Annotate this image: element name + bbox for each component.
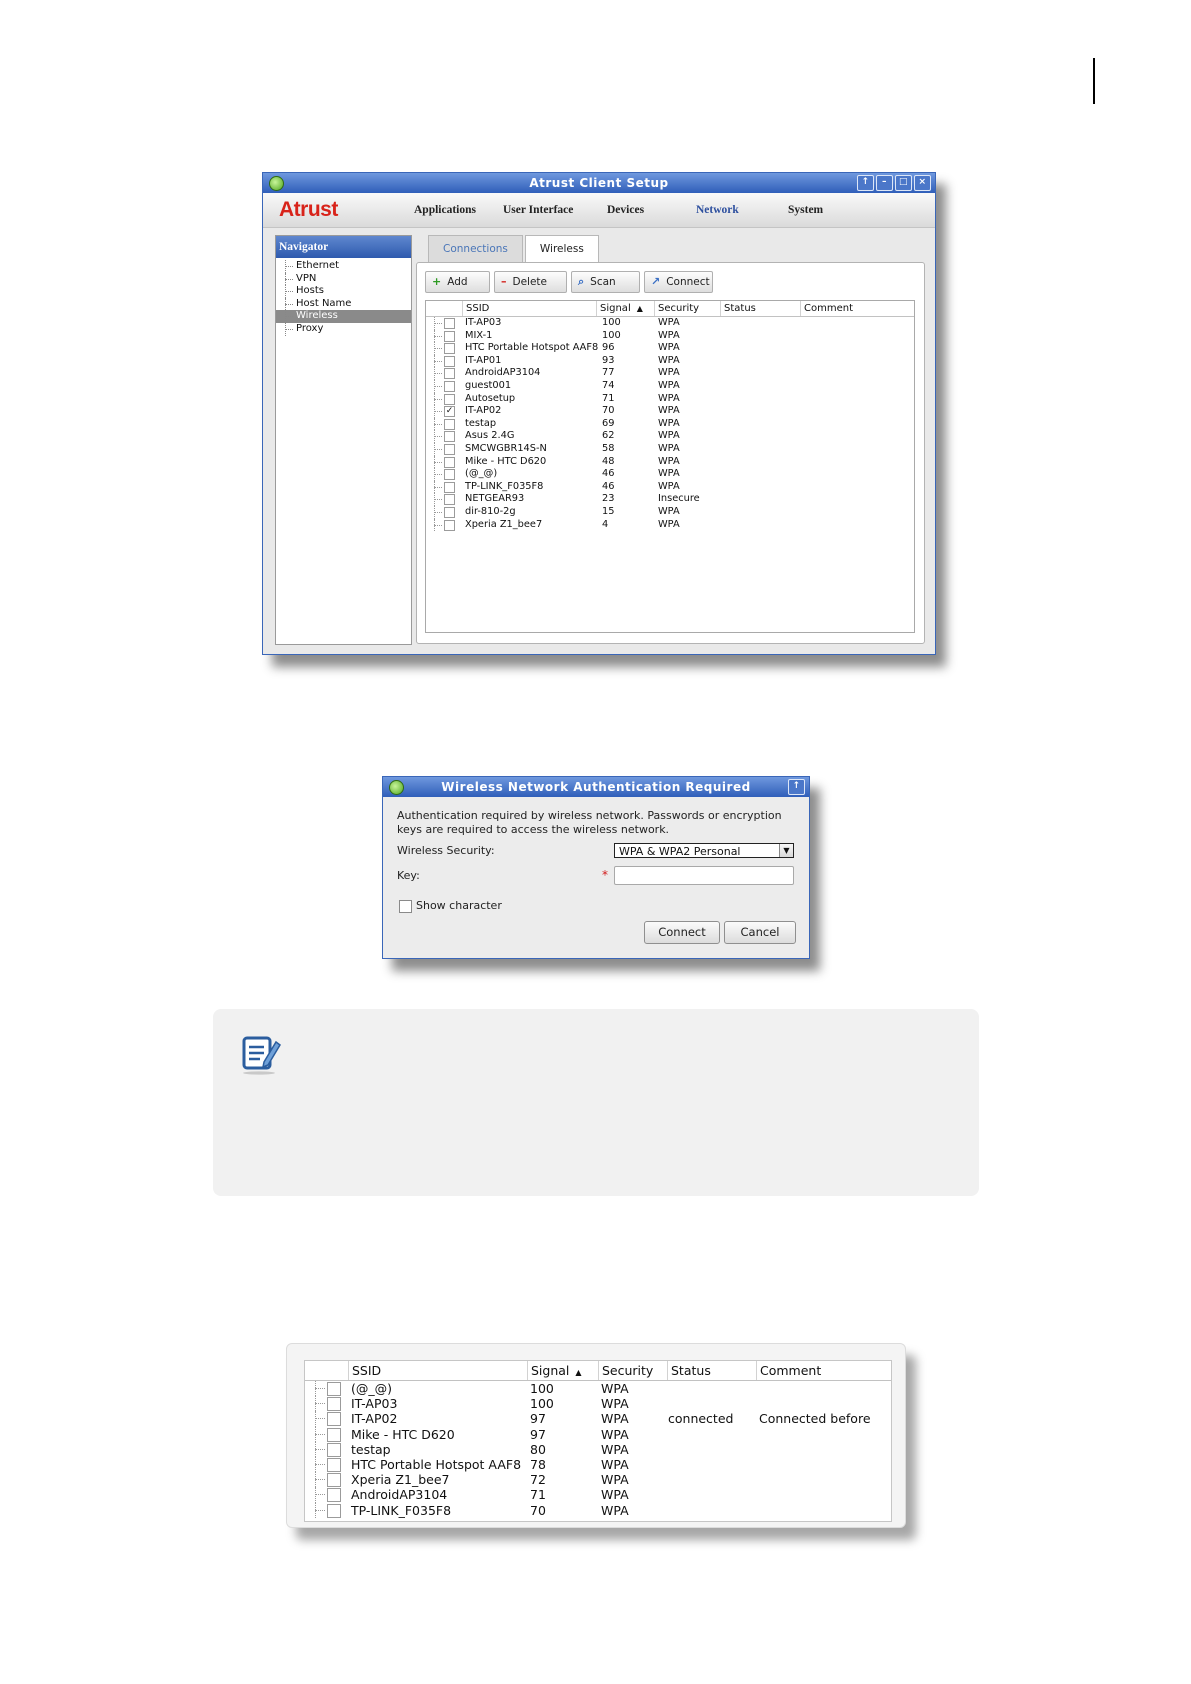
- cell-security: WPA: [601, 1456, 629, 1472]
- cell-ssid: NETGEAR93: [465, 493, 525, 505]
- column-status-2[interactable]: Status: [667, 1361, 756, 1380]
- cell-security: Insecure: [658, 493, 700, 505]
- chevron-down-icon: ▼: [779, 844, 793, 857]
- menu-applications[interactable]: Applications: [414, 204, 476, 216]
- cell-signal: 96: [602, 342, 615, 354]
- table-body: [426, 317, 914, 531]
- row-checkbox[interactable]: [327, 1397, 341, 1411]
- column-signal-2[interactable]: [527, 1361, 598, 1380]
- table-header: [426, 301, 914, 317]
- row-checkbox[interactable]: [444, 356, 455, 367]
- key-label: Key:: [397, 869, 420, 882]
- tree-connector: [315, 1388, 325, 1389]
- cell-signal: 93: [602, 354, 615, 366]
- wireless-auth-dialog: [382, 776, 810, 959]
- row-checkbox[interactable]: [444, 507, 455, 518]
- tree-connector: [434, 525, 442, 526]
- row-checkbox[interactable]: [444, 394, 455, 405]
- tree-connector: [434, 487, 442, 488]
- row-checkbox[interactable]: [327, 1504, 341, 1518]
- table-row[interactable]: [426, 405, 914, 418]
- nav-item-proxy[interactable]: Proxy: [276, 323, 411, 336]
- connect-label: Connect: [666, 276, 710, 288]
- nav-item-host-name[interactable]: Host Name: [276, 298, 411, 311]
- table-row[interactable]: [426, 456, 914, 469]
- cell-ssid: TP-LINK_F035F8: [465, 480, 544, 492]
- window-titlebar[interactable]: [263, 173, 935, 193]
- column-comment-2[interactable]: Comment: [756, 1361, 891, 1380]
- cell-security: WPA: [658, 354, 680, 366]
- wireless-toolbar: [425, 271, 713, 293]
- row-checkbox[interactable]: [327, 1488, 341, 1502]
- table-row[interactable]: [426, 380, 914, 393]
- dialog-cancel-button[interactable]: Cancel: [724, 921, 796, 944]
- cell-ssid: testap: [465, 417, 497, 429]
- row-checkbox[interactable]: [444, 368, 455, 379]
- note-pencil-icon: [239, 1032, 283, 1076]
- cell-ssid: guest001: [465, 379, 512, 391]
- menu-network[interactable]: Network: [696, 204, 739, 216]
- page-margin-rule: [1093, 58, 1095, 104]
- window-close-button[interactable]: ×: [914, 175, 931, 191]
- minus-icon: –: [501, 275, 507, 288]
- atrust-client-setup-window: [262, 172, 936, 655]
- tree-connector: [434, 449, 442, 450]
- cell-ssid: Autosetup: [465, 392, 516, 404]
- cell-security: WPA: [658, 455, 680, 467]
- cell-signal: 77: [602, 367, 615, 379]
- wireless-security-label: Wireless Security:: [397, 844, 495, 857]
- row-checkbox[interactable]: [327, 1428, 341, 1442]
- tree-connector: [434, 361, 442, 362]
- table-row[interactable]: [305, 1427, 891, 1442]
- column-signal-2-label: Signal: [531, 1363, 570, 1378]
- cell-signal: 78: [530, 1456, 546, 1472]
- cell-signal: 97: [530, 1426, 546, 1442]
- row-checkbox[interactable]: [327, 1473, 341, 1487]
- nav-item-wireless[interactable]: Wireless: [276, 310, 411, 323]
- row-checkbox[interactable]: [444, 381, 455, 392]
- wireless-security-select[interactable]: [614, 843, 794, 858]
- row-checkbox[interactable]: [444, 457, 455, 468]
- brand-logo: Atrust: [279, 198, 338, 221]
- row-checkbox[interactable]: [444, 431, 455, 442]
- row-checkbox[interactable]: [444, 318, 455, 329]
- cell-signal: 74: [602, 379, 615, 391]
- table-row[interactable]: [426, 519, 914, 532]
- tree-connector: [434, 399, 442, 400]
- cell-security: WPA: [658, 342, 680, 354]
- auth-message: [397, 809, 797, 836]
- add-label: Add: [447, 276, 468, 288]
- cell-security: WPA: [601, 1411, 629, 1427]
- delete-button[interactable]: [494, 271, 567, 293]
- dialog-title: Wireless Network Authentication Required: [441, 780, 751, 794]
- tree-connector: [434, 512, 442, 513]
- cell-ssid: Mike - HTC D620: [351, 1426, 455, 1442]
- tree-connector: [315, 1510, 325, 1511]
- wireless-network-table: [425, 300, 915, 633]
- dialog-connect-button[interactable]: Connect: [644, 921, 720, 944]
- required-mark: *: [602, 868, 608, 882]
- column-ssid[interactable]: SSID: [462, 301, 596, 316]
- tree-connector: [434, 462, 442, 463]
- cell-security: WPA: [658, 379, 680, 391]
- cell-ssid: Mike - HTC D620: [465, 455, 547, 467]
- scan-label: Scan: [590, 276, 616, 288]
- row-checkbox[interactable]: [327, 1412, 341, 1426]
- table-row[interactable]: [426, 330, 914, 343]
- cell-signal: 46: [602, 480, 615, 492]
- cell-signal: 70: [602, 405, 615, 417]
- cell-ssid: AndroidAP3104: [465, 367, 541, 379]
- sort-ascending-icon: ▲: [636, 304, 643, 313]
- sort-ascending-icon: ▲: [575, 1368, 582, 1377]
- tab-connections[interactable]: Connections: [428, 235, 523, 262]
- cell-signal: 100: [602, 329, 621, 341]
- cell-signal: 100: [530, 1381, 554, 1396]
- cell-signal: 97: [530, 1411, 546, 1427]
- cell-signal: 70: [530, 1502, 546, 1518]
- menu-devices[interactable]: Devices: [607, 204, 645, 216]
- table-row[interactable]: [426, 342, 914, 355]
- cell-security: WPA: [658, 417, 680, 429]
- wireless-panel: [416, 235, 925, 643]
- table-row[interactable]: [305, 1396, 891, 1411]
- table-row[interactable]: [426, 443, 914, 456]
- menu-user-interface[interactable]: User Interface: [503, 204, 574, 216]
- cell-signal: 23: [602, 493, 615, 505]
- table-row[interactable]: [426, 506, 914, 519]
- cell-security: WPA: [601, 1396, 629, 1412]
- auth-message-line-1: Authentication required by wireless network. Passwords or encryption: [397, 809, 782, 822]
- scan-button[interactable]: [571, 271, 640, 293]
- cell-ssid: (@_@): [351, 1381, 393, 1396]
- key-input[interactable]: [614, 866, 794, 885]
- cell-signal: 58: [602, 442, 615, 454]
- note-box: [213, 1009, 979, 1196]
- cell-signal: 46: [602, 468, 615, 480]
- menu-bar: [263, 193, 935, 228]
- cell-ssid: dir-810-2g: [465, 505, 516, 517]
- cell-signal: 100: [602, 317, 621, 328]
- cell-signal: 4: [602, 518, 609, 530]
- connect-button[interactable]: [644, 271, 713, 293]
- tree-connector: [315, 1479, 325, 1480]
- table-row[interactable]: [305, 1487, 891, 1502]
- table-row[interactable]: [426, 418, 914, 431]
- cell-signal: 100: [530, 1396, 554, 1412]
- row-checkbox[interactable]: [444, 520, 455, 531]
- table-row[interactable]: [305, 1381, 891, 1396]
- column-signal-label: Signal: [600, 303, 631, 314]
- cell-signal: 48: [602, 455, 615, 467]
- cell-ssid: (@_@): [465, 468, 498, 480]
- tree-connector: [434, 336, 442, 337]
- cell-ssid: IT-AP03: [465, 317, 502, 328]
- row-checkbox[interactable]: [444, 419, 455, 430]
- add-button[interactable]: [425, 271, 490, 293]
- tree-connector: [434, 323, 442, 324]
- tab-wireless[interactable]: Wireless: [525, 235, 599, 262]
- navigator-panel: [275, 235, 412, 645]
- tree-connector: [434, 424, 442, 425]
- app-logo-icon: [269, 176, 284, 191]
- cell-security: WPA: [658, 367, 680, 379]
- tree-connector: [434, 348, 442, 349]
- tree-connector: [315, 1418, 325, 1419]
- navigator-title: Navigator: [276, 236, 411, 258]
- row-checkbox[interactable]: [327, 1458, 341, 1472]
- tree-connector: [434, 474, 442, 475]
- tree-connector: [315, 1494, 325, 1495]
- app-logo-icon: [389, 780, 404, 795]
- plus-icon: +: [432, 275, 442, 288]
- cell-ssid: IT-AP02: [465, 405, 502, 417]
- table-row[interactable]: [305, 1472, 891, 1487]
- show-character-label: Show character: [416, 899, 502, 912]
- connect-icon: ↗: [651, 275, 661, 288]
- window-minimize-button[interactable]: –: [876, 175, 893, 191]
- cell-signal: 71: [602, 392, 615, 404]
- tree-connector: [434, 499, 442, 500]
- tree-connector: [434, 411, 442, 412]
- cell-ssid: HTC Portable Hotspot AAF8: [351, 1456, 522, 1472]
- cell-security: WPA: [658, 392, 680, 404]
- table-row[interactable]: [305, 1503, 891, 1518]
- auth-message-line-2: keys are required to access the wireless network.: [397, 822, 670, 836]
- tree-connector: [434, 386, 442, 387]
- table-row[interactable]: [426, 493, 914, 506]
- cell-ssid: Asus 2.4G: [465, 430, 515, 442]
- column-security-2[interactable]: Security: [598, 1361, 667, 1380]
- cell-ssid: MIX-1: [465, 329, 493, 341]
- row-checkbox[interactable]: [444, 331, 455, 342]
- cell-security: WPA: [601, 1487, 629, 1503]
- window-maximize-button[interactable]: □: [895, 175, 912, 191]
- window-up-button[interactable]: ↑: [857, 175, 874, 191]
- cell-ssid: Xperia Z1_bee7: [465, 518, 543, 530]
- row-checkbox[interactable]: [444, 343, 455, 354]
- wireless-list-after-connect: [286, 1343, 906, 1528]
- cell-security: WPA: [601, 1502, 629, 1518]
- table-header-2: [305, 1361, 891, 1381]
- column-signal[interactable]: [596, 301, 654, 316]
- column-comment[interactable]: Comment: [800, 301, 914, 316]
- cell-security: WPA: [658, 468, 680, 480]
- cell-signal: 80: [530, 1441, 546, 1457]
- table-row[interactable]: [426, 481, 914, 494]
- cell-signal: 72: [530, 1472, 546, 1488]
- tree-connector: [315, 1403, 325, 1404]
- tree-connector: [315, 1464, 325, 1465]
- cell-signal: 69: [602, 417, 615, 429]
- cell-ssid: IT-AP01: [465, 354, 502, 366]
- cell-security: WPA: [658, 505, 680, 517]
- cell-ssid: Xperia Z1_bee7: [351, 1472, 450, 1488]
- tree-connector: [315, 1434, 325, 1435]
- row-checkbox[interactable]: [327, 1443, 341, 1457]
- table-row[interactable]: [426, 367, 914, 380]
- table-row[interactable]: [426, 393, 914, 406]
- cell-comment: Connected before: [759, 1411, 871, 1427]
- table-row[interactable]: [426, 430, 914, 443]
- cell-security: WPA: [658, 480, 680, 492]
- menu-system[interactable]: System: [788, 204, 824, 216]
- column-ssid-2[interactable]: SSID: [348, 1361, 527, 1380]
- cell-security: WPA: [658, 317, 680, 328]
- magnifier-icon: ⌕: [578, 275, 585, 288]
- cell-ssid: IT-AP03: [351, 1396, 398, 1412]
- table-body-2: [305, 1381, 891, 1518]
- cell-security: WPA: [658, 405, 680, 417]
- cell-signal: 62: [602, 430, 615, 442]
- dialog-up-button[interactable]: ↑: [788, 779, 805, 795]
- tree-connector: [315, 1449, 325, 1450]
- cell-ssid: TP-LINK_F035F8: [351, 1502, 452, 1518]
- table-row[interactable]: [426, 468, 914, 481]
- delete-label: Delete: [512, 276, 547, 288]
- cell-ssid: SMCWGBR14S-N: [465, 442, 547, 454]
- nav-item-ethernet[interactable]: Ethernet: [276, 260, 411, 273]
- row-checkbox[interactable]: ✓: [445, 406, 454, 417]
- show-character-checkbox[interactable]: [399, 900, 412, 913]
- cell-security: WPA: [601, 1472, 629, 1488]
- cell-ssid: HTC Portable Hotspot AAF8: [465, 342, 599, 354]
- nav-item-vpn[interactable]: VPN: [276, 273, 411, 286]
- table-row[interactable]: [426, 355, 914, 368]
- table-row[interactable]: [305, 1411, 891, 1426]
- cell-security: WPA: [658, 329, 680, 341]
- tree-connector: [434, 436, 442, 437]
- cell-security: WPA: [601, 1381, 629, 1396]
- dialog-titlebar[interactable]: [383, 777, 809, 797]
- cell-ssid: IT-AP02: [351, 1411, 398, 1427]
- row-checkbox[interactable]: [444, 469, 455, 480]
- cell-ssid: AndroidAP3104: [351, 1487, 448, 1503]
- cell-security: WPA: [658, 518, 680, 530]
- tree-connector: [434, 373, 442, 374]
- column-security[interactable]: Security: [654, 301, 720, 316]
- cell-security: WPA: [658, 442, 680, 454]
- column-status[interactable]: Status: [720, 301, 800, 316]
- table-row[interactable]: [305, 1442, 891, 1457]
- cell-security: WPA: [601, 1441, 629, 1457]
- row-checkbox[interactable]: [444, 494, 455, 505]
- cell-signal: 15: [602, 505, 615, 517]
- nav-item-hosts[interactable]: Hosts: [276, 285, 411, 298]
- row-checkbox[interactable]: [327, 1382, 341, 1396]
- cell-signal: 71: [530, 1487, 546, 1503]
- wireless-security-value: WPA & WPA2 Personal: [619, 845, 741, 858]
- window-title: Atrust Client Setup: [529, 176, 669, 190]
- table-row[interactable]: [426, 317, 914, 330]
- wireless-network-table-2: [304, 1360, 892, 1522]
- cell-security: WPA: [601, 1426, 629, 1442]
- cell-status: connected: [668, 1411, 734, 1427]
- cell-security: WPA: [658, 430, 680, 442]
- cell-ssid: testap: [351, 1441, 391, 1457]
- row-checkbox[interactable]: [444, 482, 455, 493]
- row-checkbox[interactable]: [444, 444, 455, 455]
- table-row[interactable]: [305, 1457, 891, 1472]
